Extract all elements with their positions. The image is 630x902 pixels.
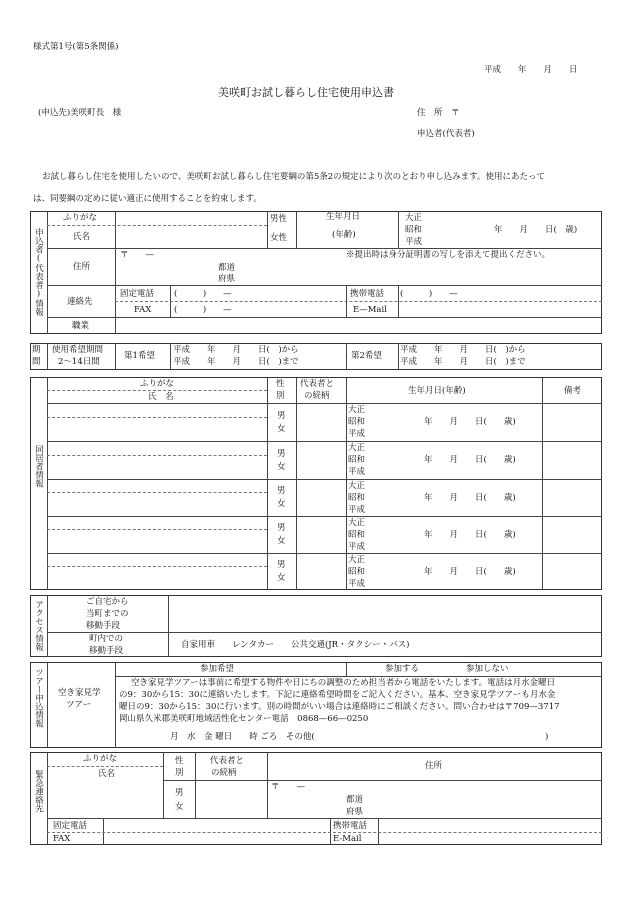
period-section-label-1: 期 xyxy=(32,345,41,355)
household-remarks-header: 備考 xyxy=(564,386,582,396)
applicant-name-label: 氏名 xyxy=(73,232,91,242)
applicant-mobile-label: 携帯電話 xyxy=(350,289,385,299)
page-title: 美咲町お試し暮らし住宅使用申込書 xyxy=(218,86,394,99)
applicant-male-option[interactable]: 男性 xyxy=(270,214,288,224)
applicant-name-input[interactable] xyxy=(116,227,266,247)
tour-time-close: ) xyxy=(545,732,549,742)
addressee: (申込先)美咲町長 様 xyxy=(38,108,122,118)
access-town-route-2: 移動手段 xyxy=(89,646,124,656)
applicant-prefecture-1: 都道 xyxy=(218,263,236,273)
applicant-prefecture-2: 府県 xyxy=(218,274,236,284)
applicant-era-showa[interactable]: 昭和 xyxy=(405,225,423,235)
household-row5-female[interactable]: 女 xyxy=(277,573,286,583)
household-row5-birthdate[interactable]: 年 月 日( 歳) xyxy=(424,567,516,577)
intro-line-2: は、同要綱の定めに従い適正に使用することを約束します。 xyxy=(33,194,262,204)
household-row1-birthdate[interactable]: 年 月 日( 歳) xyxy=(424,417,516,427)
household-name-header: 氏 名 xyxy=(148,392,174,402)
emergency-relation-label-2: の続柄 xyxy=(211,768,237,778)
emergency-prefecture-1: 都道 xyxy=(346,795,364,805)
tour-desc-line-4: 岡山県久米郡美咲町地域活性化センター電話 0868—66—0250 xyxy=(119,714,369,724)
applicant-female-option[interactable]: 女性 xyxy=(270,233,288,243)
household-row1-era-showa[interactable]: 昭和 xyxy=(348,417,366,427)
period-days-label: 2〜14日間 xyxy=(58,357,100,367)
household-row1-male[interactable]: 男 xyxy=(277,411,286,421)
household-row3-era-heisei[interactable]: 平成 xyxy=(348,505,366,515)
period-section-label-2: 間 xyxy=(32,357,41,367)
household-row4-birthdate[interactable]: 年 月 日( 歳) xyxy=(424,530,516,540)
applicant-section-label: 申込者(代表者)情報 xyxy=(33,228,44,316)
emergency-sex-label-2: 別 xyxy=(175,768,184,778)
household-row2-male[interactable]: 男 xyxy=(277,449,286,459)
applicant-landline-label: 固定電話 xyxy=(120,289,155,299)
emergency-relation-label-1: 代表者と xyxy=(210,756,245,766)
household-row4-era-showa[interactable]: 昭和 xyxy=(348,530,366,540)
household-row4-era-heisei[interactable]: 平成 xyxy=(348,542,366,552)
applicant-email-label: E—Mail xyxy=(353,305,387,315)
applicant-age-label: (年齢) xyxy=(332,230,356,240)
tour-participate-label: 参加希望 xyxy=(200,664,235,674)
emergency-address-label: 住所 xyxy=(425,761,443,771)
access-town-route-1: 町内での xyxy=(89,634,124,644)
access-home-route-3: 移動手段 xyxy=(86,621,121,631)
emergency-prefecture-2: 府県 xyxy=(346,807,364,817)
household-row3-female[interactable]: 女 xyxy=(277,499,286,509)
household-row5-male[interactable]: 男 xyxy=(277,560,286,570)
emergency-postal[interactable]: 〒 — xyxy=(271,782,306,792)
household-row3-era-showa[interactable]: 昭和 xyxy=(348,493,366,503)
tour-name-1: 空き家見学 xyxy=(58,688,101,698)
emergency-landline-label: 固定電話 xyxy=(53,821,88,831)
household-row5-era-taisho[interactable]: 大正 xyxy=(348,555,366,565)
household-row2-era-taisho[interactable]: 大正 xyxy=(348,443,366,453)
period-first-choice-label: 第1希望 xyxy=(124,351,155,361)
household-relation-header-2: の続柄 xyxy=(304,391,330,401)
tour-section-label: ツアー申込情報 xyxy=(33,668,44,728)
period-second-from[interactable]: 平成 年 月 日( )から xyxy=(400,345,526,355)
emergency-sex-label-1: 性 xyxy=(175,756,184,766)
tour-decline-option[interactable]: 参加しない xyxy=(466,664,509,674)
access-transport-options[interactable]: 自家用車 レンタカー 公共交通(JR・タクシー・バス) xyxy=(181,640,410,650)
applicant-occupation-label: 職業 xyxy=(72,321,90,331)
applicant-address-label: 住所 xyxy=(73,262,91,272)
applicant-era-heisei[interactable]: 平成 xyxy=(405,237,423,247)
applicant-birthdate-fields[interactable]: 年 月 日( 歳) xyxy=(494,225,578,235)
tour-desc-line-3: 曜日の9：30から15：30に行います。別の時間がいい場合は連絡時にご相談ください。問い合わせは〒709—3717 xyxy=(119,702,560,712)
applicant-id-note: ※提出時は身分証明書の写しを添えて提出ください。 xyxy=(346,250,551,260)
applicant-label: 申込者(代表者) xyxy=(417,129,475,139)
household-row5-era-showa[interactable]: 昭和 xyxy=(348,567,366,577)
access-section-label: アクセス情報 xyxy=(33,600,44,651)
household-row4-male[interactable]: 男 xyxy=(277,523,286,533)
household-row4-female[interactable]: 女 xyxy=(277,536,286,546)
applicant-postal[interactable]: 〒 — xyxy=(120,250,155,260)
household-row2-era-heisei[interactable]: 平成 xyxy=(348,467,366,477)
tour-desc-line-1: 空き家見学ツアーは事前に希望する物件や日にちの調整のため担当者から電話をいたします。電話は月水金曜日 xyxy=(131,678,556,688)
tour-desc-line-2: の9：30から15：30に連絡いたします。下記に連絡希望時間をご記入ください。基本、空き家見学ツアーも月水金 xyxy=(119,690,556,700)
household-relation-header-1: 代表者と xyxy=(300,379,335,389)
tour-name-2: ツアー xyxy=(66,700,92,710)
applicant-landline-input[interactable]: ( ) — xyxy=(174,289,232,299)
household-furigana-header: ふりがな xyxy=(140,379,175,389)
emergency-name-label: 氏名 xyxy=(98,769,116,779)
emergency-section-label: 緊急連絡先 xyxy=(33,770,44,813)
household-row3-male[interactable]: 男 xyxy=(277,486,286,496)
access-home-route-1: ご自宅から xyxy=(86,597,129,607)
household-sex-header-2: 別 xyxy=(276,391,285,401)
tour-time-line[interactable]: 月 水 金 曜日 時 ごろ その他( xyxy=(170,732,315,742)
applicant-furigana-label: ふりがな xyxy=(63,213,98,223)
household-row2-female[interactable]: 女 xyxy=(277,462,286,472)
applicant-era-taisho[interactable]: 大正 xyxy=(405,213,423,223)
applicant-mobile-input[interactable]: ( ) — xyxy=(400,289,458,299)
applicant-fax-label: FAX xyxy=(134,305,152,315)
period-first-from[interactable]: 平成 年 月 日( )から xyxy=(173,345,299,355)
household-row3-birthdate[interactable]: 年 月 日( 歳) xyxy=(424,493,516,503)
emergency-mobile-label: 携帯電話 xyxy=(333,821,368,831)
household-row4-era-taisho[interactable]: 大正 xyxy=(348,518,366,528)
emergency-fax-label: FAX xyxy=(53,834,71,844)
date-line: 平成 年 月 日 xyxy=(484,65,578,75)
period-desired-label: 使用希望期間 xyxy=(52,345,104,355)
emergency-female-option[interactable]: 女 xyxy=(175,802,184,812)
applicant-birth-label: 生年月日 xyxy=(326,212,361,222)
household-sex-header-1: 性 xyxy=(276,379,285,389)
household-section-label: 同居者情報 xyxy=(33,445,44,488)
emergency-male-option[interactable]: 男 xyxy=(175,788,184,798)
applicant-furigana-input[interactable] xyxy=(116,213,266,224)
household-table xyxy=(30,377,602,590)
emergency-furigana-label: ふりがな xyxy=(83,754,118,764)
applicant-contact-label: 連絡先 xyxy=(67,297,93,307)
household-row2-era-showa[interactable]: 昭和 xyxy=(348,455,366,465)
form-number: 様式第1号(第5条関係) xyxy=(33,42,119,52)
intro-line-1: お試し暮らし住宅を使用したいので、美咲町お試し暮らし住宅要綱の第5条2の規定により次のとおり申し込みます。使用にあたって xyxy=(42,172,545,182)
emergency-email-label: E-Mail xyxy=(333,834,362,844)
household-row5-era-heisei[interactable]: 平成 xyxy=(348,579,366,589)
address-label: 住 所 〒 xyxy=(417,108,460,118)
tour-join-option[interactable]: 参加する xyxy=(385,664,420,674)
household-birth-header: 生年月日(年齢) xyxy=(408,386,466,396)
household-row1-era-heisei[interactable]: 平成 xyxy=(348,429,366,439)
applicant-fax-input[interactable]: ( ) — xyxy=(174,305,232,315)
period-second-to[interactable]: 平成 年 月 日( )まで xyxy=(400,357,526,367)
household-row2-birthdate[interactable]: 年 月 日( 歳) xyxy=(424,455,516,465)
access-home-route-2: 当町までの xyxy=(86,609,129,619)
household-row1-era-taisho[interactable]: 大正 xyxy=(348,405,366,415)
period-first-to[interactable]: 平成 年 月 日( )まで xyxy=(173,357,299,367)
household-row3-era-taisho[interactable]: 大正 xyxy=(348,481,366,491)
household-row1-female[interactable]: 女 xyxy=(277,424,286,434)
period-second-choice-label: 第2希望 xyxy=(351,351,382,361)
